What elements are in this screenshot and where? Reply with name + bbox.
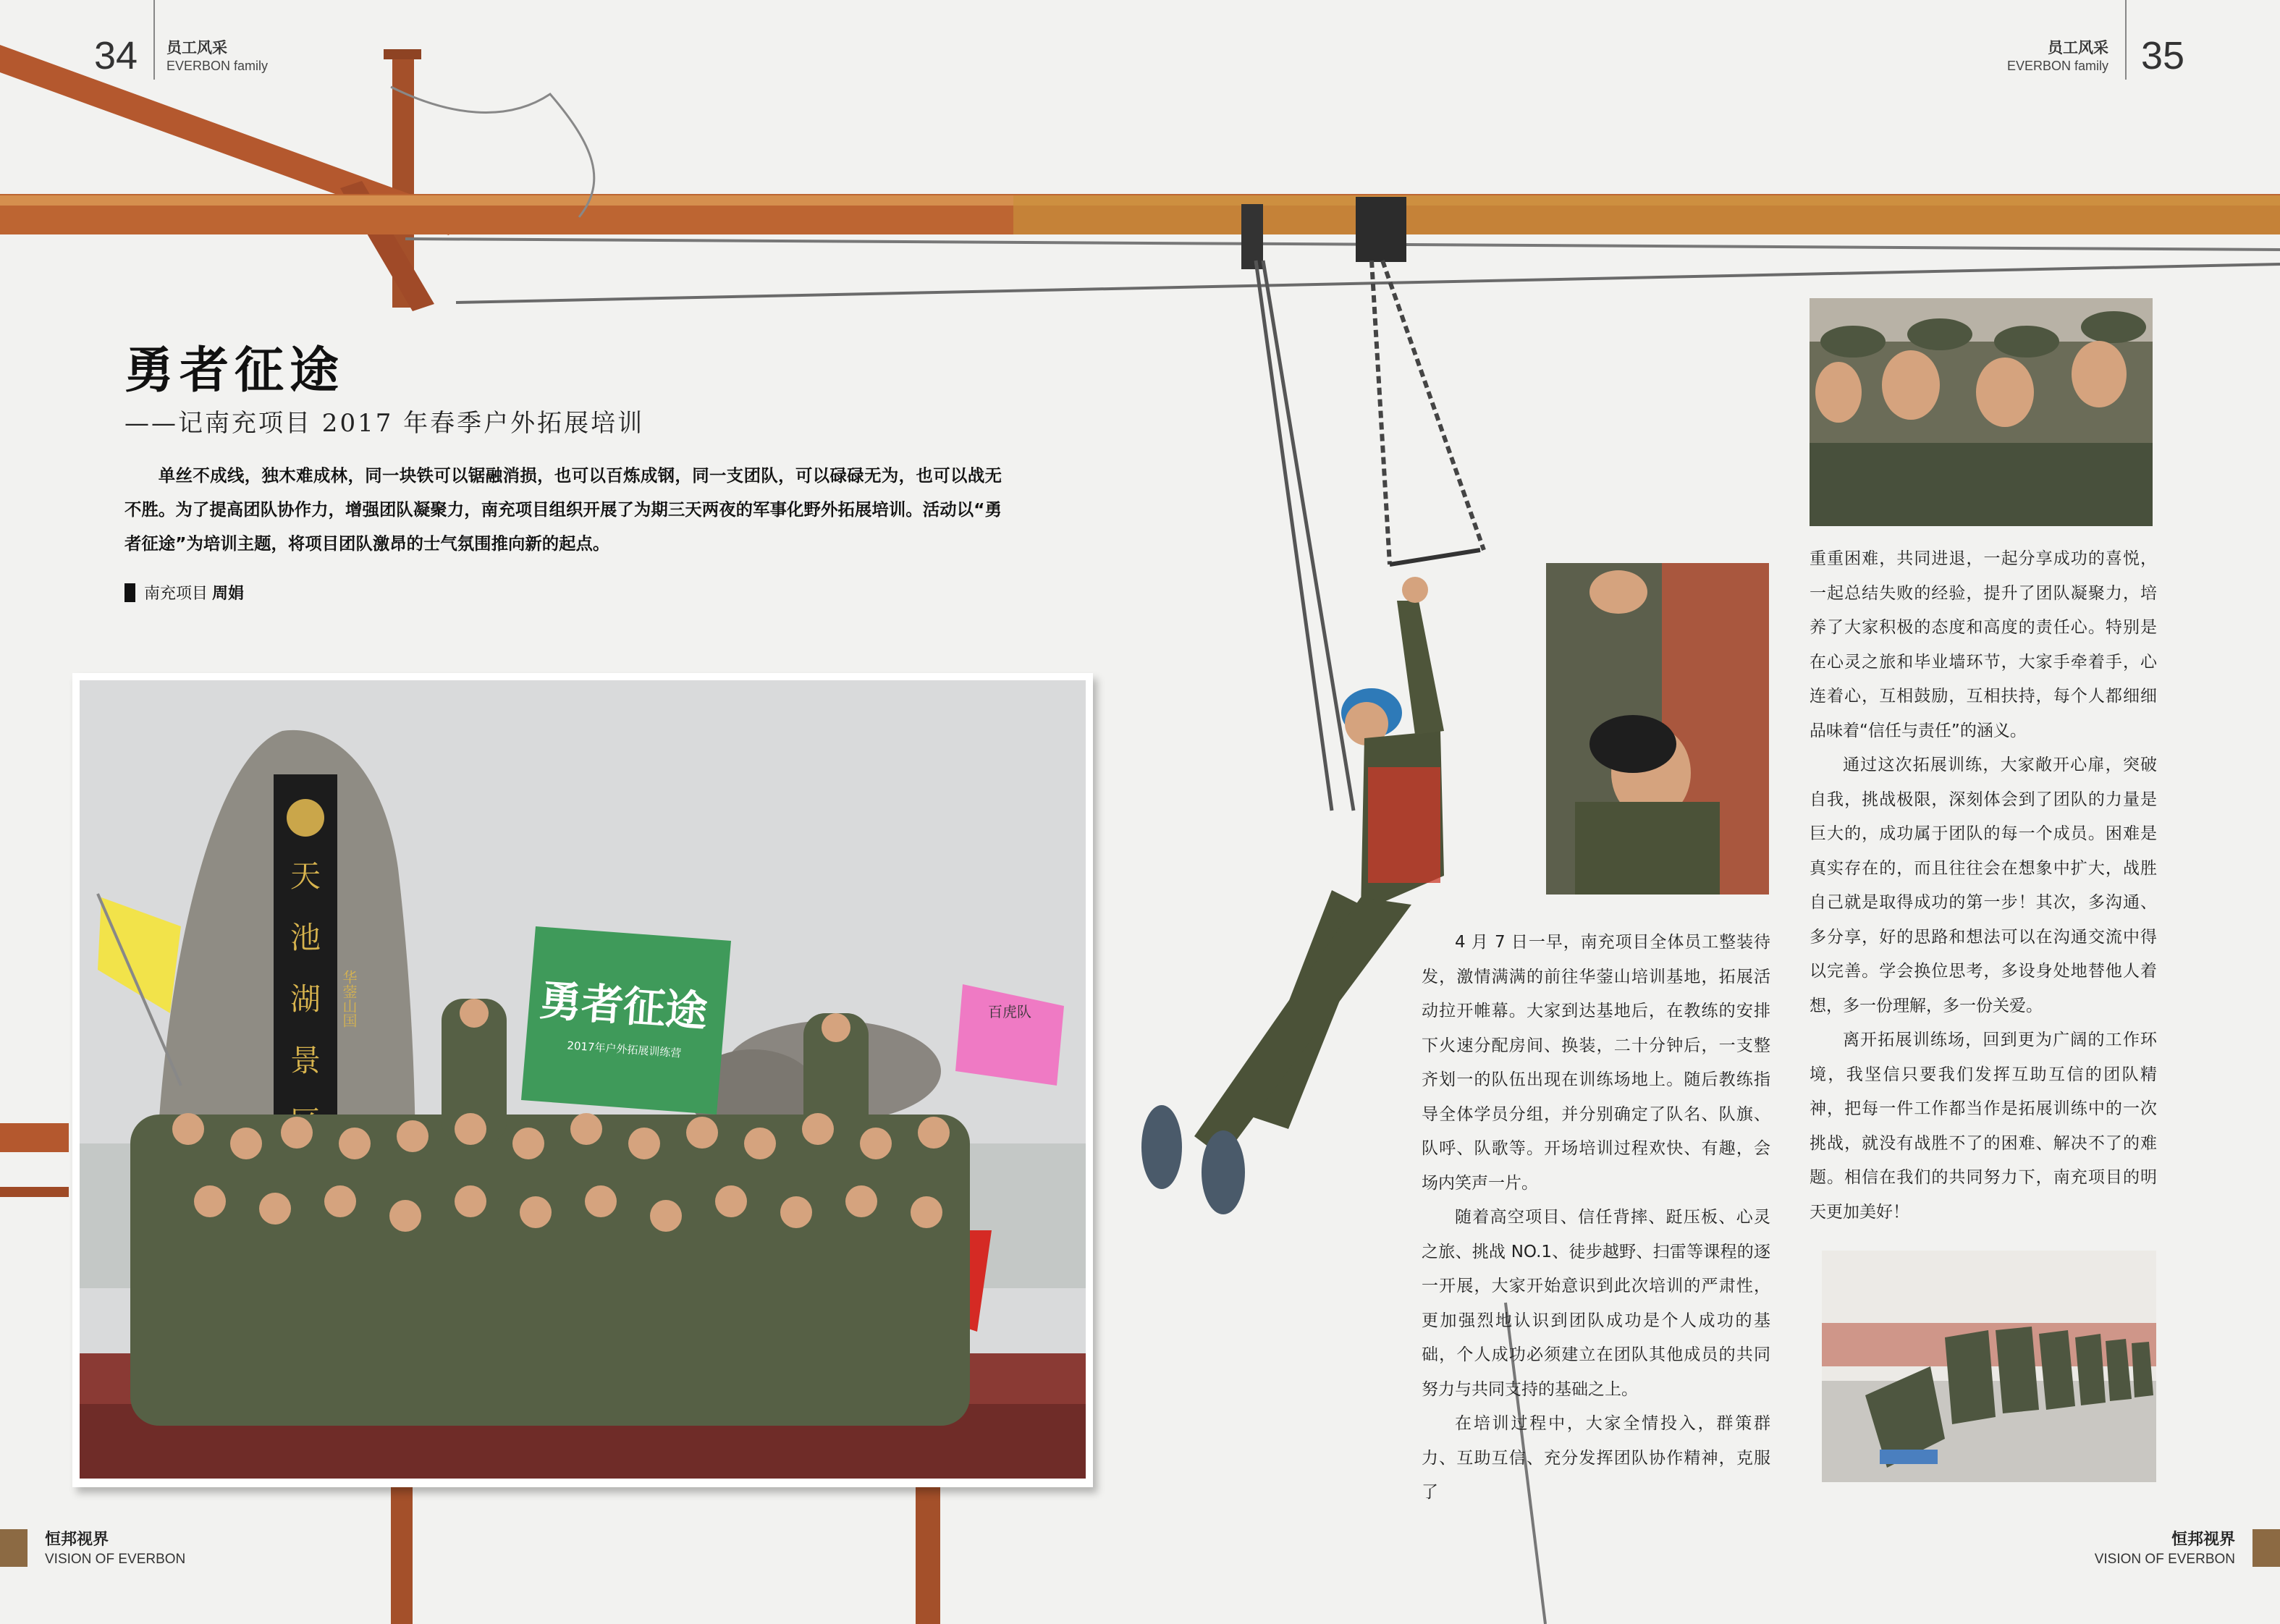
left-header-divider: [153, 0, 155, 80]
stone-char-4: 景: [290, 1043, 321, 1078]
group-photo-frame: [72, 673, 1093, 1487]
byline-author: 周娟: [212, 585, 245, 603]
pink-flag-text: 百虎队: [988, 1003, 1031, 1020]
wall-climb-photo: [1546, 563, 1769, 895]
left-page-number: 34: [94, 34, 138, 77]
col1-paragraph-1: 4 月 7 日一早，南充项目全体员工整装待发，激情满满的前往华蓥山培训基地，拓展活动拉开帷幕。大家到达基地后，在教练的安排下火速分配房间、换装，二十分钟后，一支整齐划一的队伍出现在训练场地上。随后教练指导全体学员分组，并分别确定了队名、队旗、队呼、队歌等。开场培训过程欢快、有趣，会场内笑声一片。: [1422, 933, 1770, 1193]
left-footer-title: 恒邦视界: [45, 1531, 109, 1549]
byline-dept: 南充项目: [144, 585, 208, 603]
right-section-title: 员工风采: [2048, 39, 2108, 56]
right-page-number: 35: [2141, 34, 2185, 77]
col1-paragraph-3: 在培训过程中，大家全情投入，群策群力、互助互信、充分发挥团队协作精神，克服了: [1422, 1414, 1770, 1502]
training-photo: [1822, 1251, 2156, 1482]
col1-paragraph-2: 随着高空项目、信任背摔、跹压板、心灵之旅、挑战 NO.1、徒步越野、扫雷等课程的逐一开展，大家开始意识到此次培训的严肃性，更加强烈地认识到团队成功是个人成功的基础，个人成功必须建立在团队其他成员的共同努力与共同支持的基础之上。: [1422, 1208, 1770, 1399]
right-footer-bar: [2252, 1529, 2280, 1567]
article-column-2: [1810, 542, 2157, 1230]
byline-marker: [124, 583, 135, 602]
col2-paragraph-1: 重重困难，共同进退，一起分享成功的喜悦，一起总结失败的经验，提升了团队凝聚力，培养了大家积极的态度和高度的责任心。特别是在心灵之旅和毕业墙环节，大家手牵着手，心连着心，互相鼓励，互相扶持，每个人都细细品味着“信任与责任”的涵义。: [1810, 549, 2157, 740]
col2-paragraph-2: 通过这次拓展训练，大家敞开心扉，突破自我，挑战极限，深刻体会到了团队的力量是巨大的，成功属于团队的每一个成员。困难是真实存在的，而且往往会在想象中扩大，战胜自己就是取得成功的第一步！其次，多沟通、多分享，好的思路和想法可以在沟通交流中得以完善。学会换位思考，多设身处地替他人着想，多一份理解，多一份关爱。: [1810, 756, 2157, 1015]
article-lead: 单丝不成线，独木难成林，同一块铁可以锯融消损，也可以百炼成钢，同一支团队，可以碌碌无为，也可以战无不胜。为了提高团队协作力，增强团队凝聚力，南充项目组织开展了为期三天两夜的军事化野外拓展培训。活动以“勇者征途”为培训主题，将项目团队激昂的士气氛围推向新的起点。: [124, 465, 1002, 554]
left-section-subtitle: EVERBON family: [166, 59, 269, 73]
stone-char-2: 池: [290, 920, 321, 955]
group-photo: [80, 680, 1086, 1479]
right-header-divider: [2125, 0, 2127, 80]
stone-small-text: 华蓥山国: [340, 970, 358, 1028]
soldiers-photo: [1810, 298, 2153, 526]
right-footer-title: 恒邦视界: [2171, 1531, 2235, 1549]
article-title: 勇者征途: [124, 342, 345, 399]
left-section-title: 员工风采: [166, 39, 227, 56]
right-section-subtitle: EVERBON family: [2006, 59, 2108, 73]
byline: [124, 583, 244, 602]
left-footer-bar: [0, 1529, 28, 1567]
right-footer-subtitle: VISION OF EVERBON: [2094, 1552, 2235, 1567]
left-footer-subtitle: VISION OF EVERBON: [45, 1552, 186, 1567]
col2-paragraph-3: 离开拓展训练场，回到更为广阔的工作环境，我坚信只要我们发挥互助互信的团队精神，把每一件工作都当作是拓展训练中的一次挑战，就没有战胜不了的困难、解决不了的难题。相信在我们的共同努力下，南充项目的明天更加美好！: [1810, 1031, 2157, 1222]
banner-subtitle: 2017年户外拓展训练营: [566, 1039, 682, 1060]
stone-char-3: 湖: [290, 981, 321, 1017]
banner-title: 勇者征途: [538, 976, 709, 1037]
stone-char-1: 天: [290, 858, 321, 894]
article-column-1: [1422, 926, 1770, 1510]
article-subtitle: ——记南充项目 2017 年春季户外拓展培训: [124, 409, 645, 438]
